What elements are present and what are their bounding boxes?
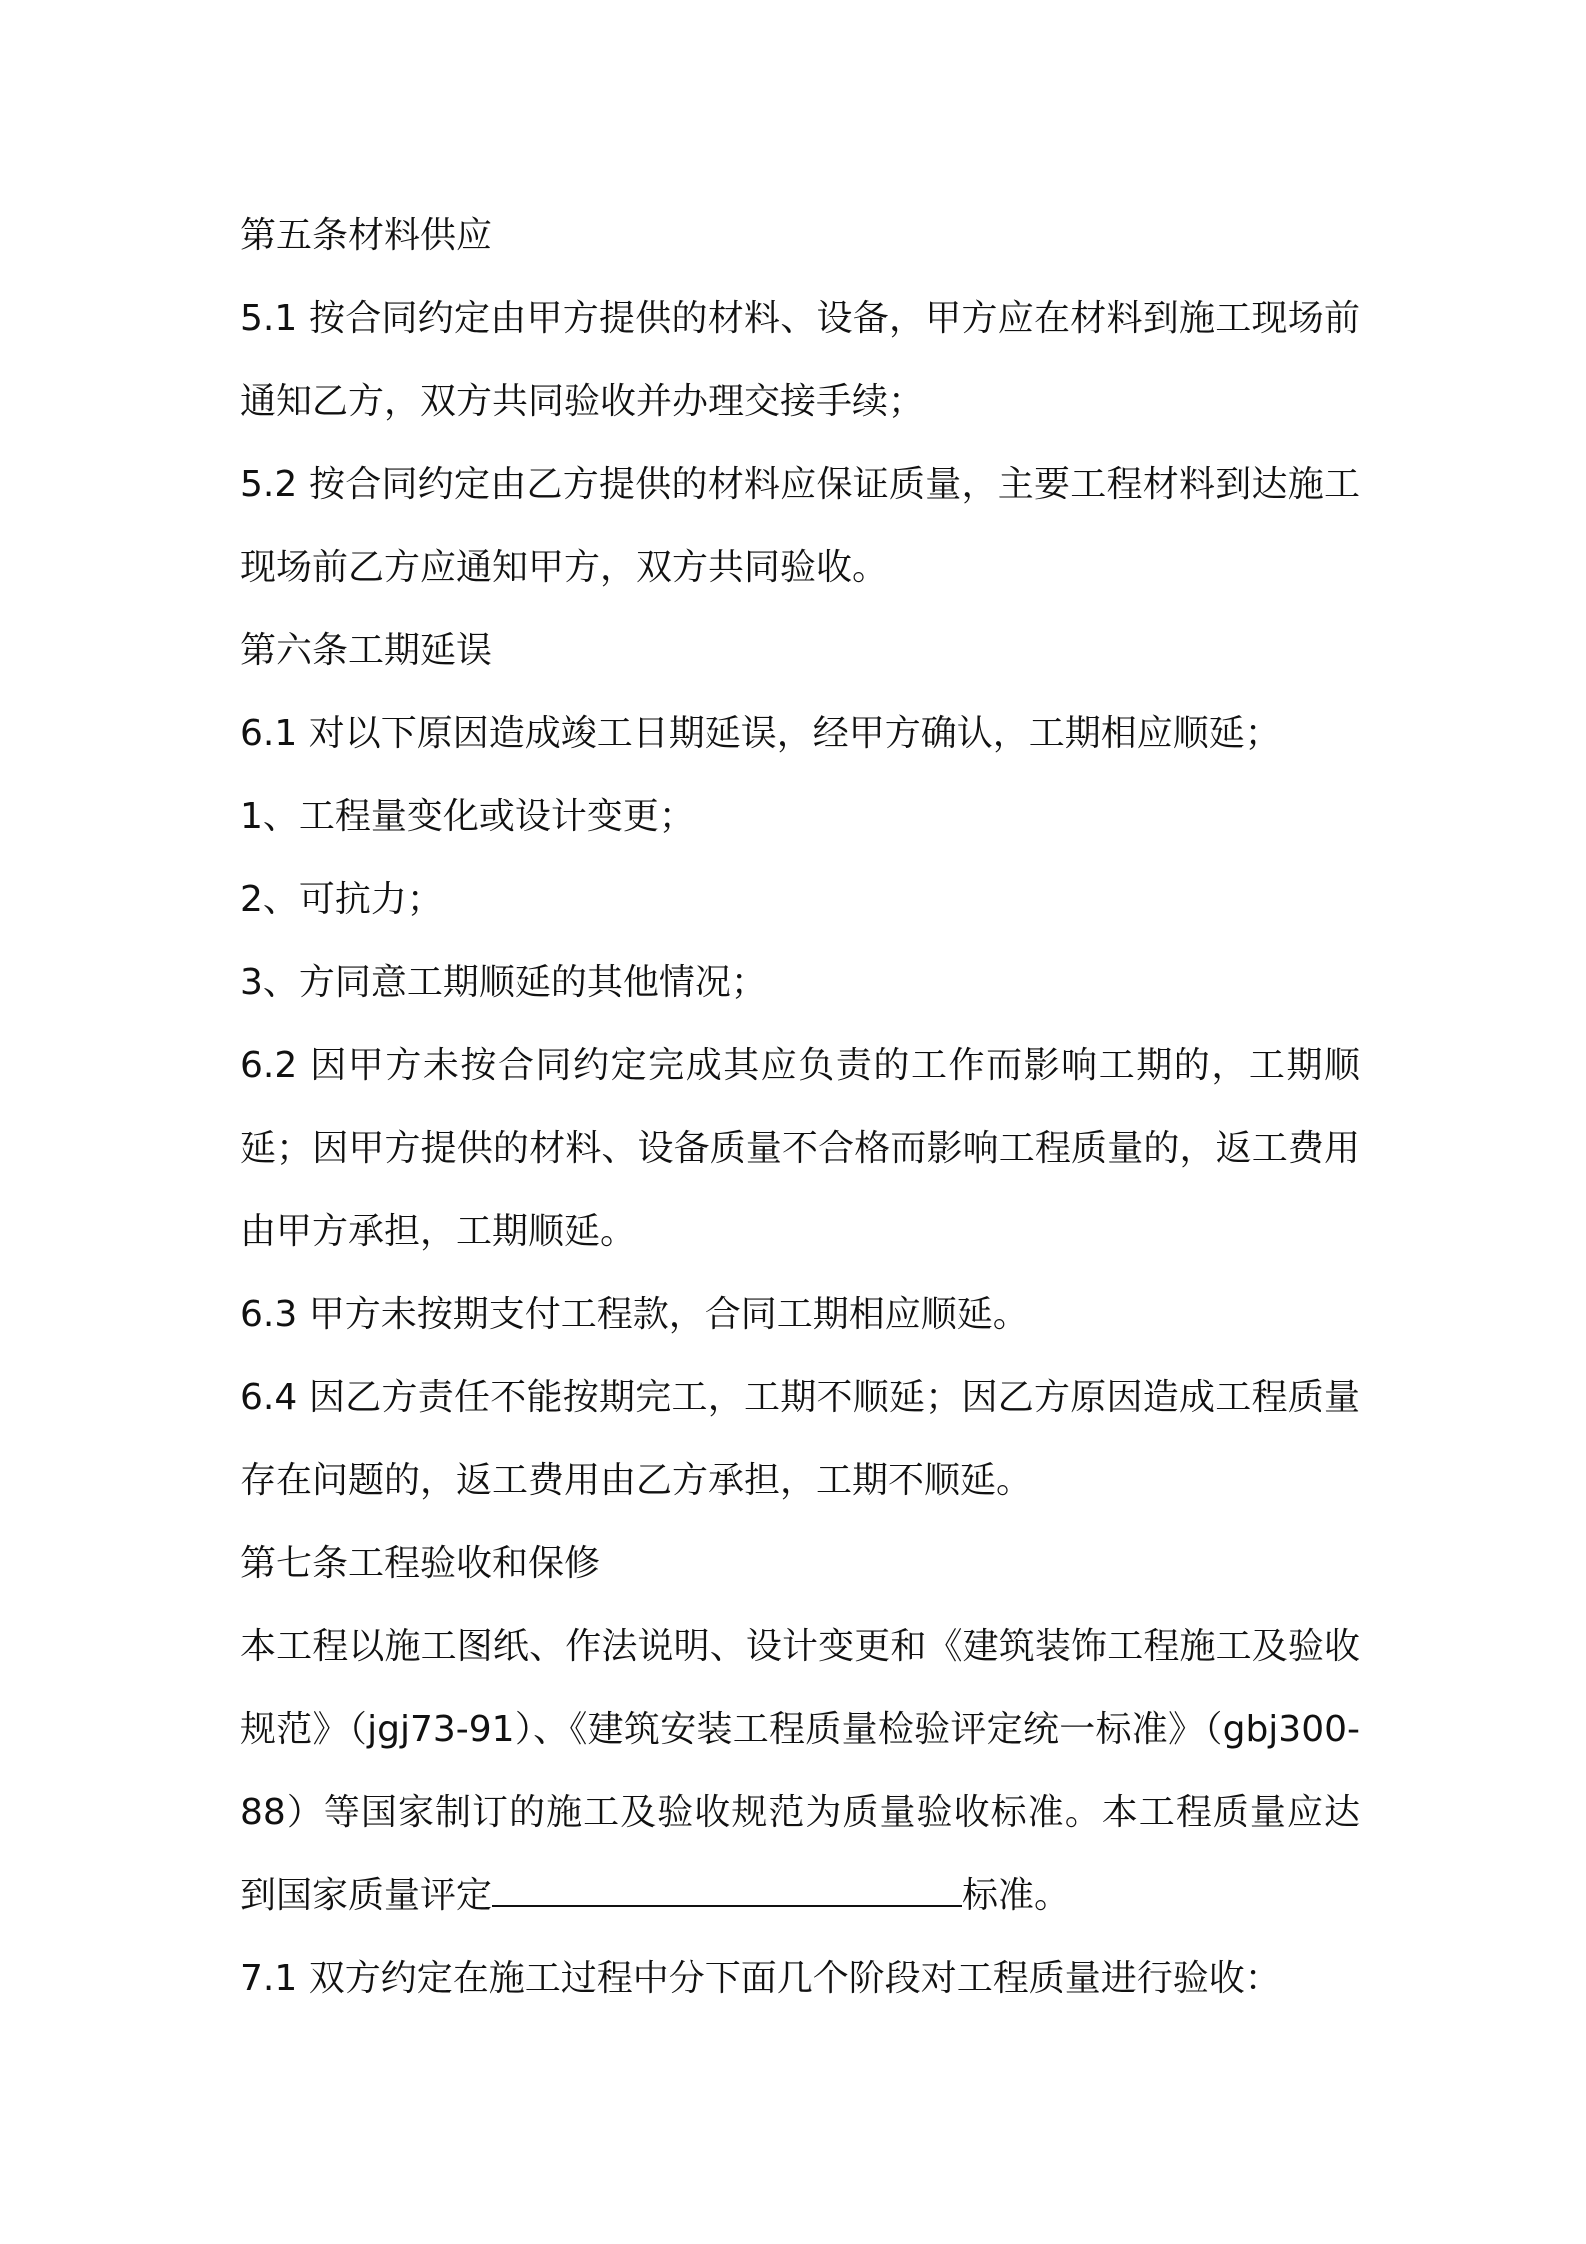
clause-6-1: 6.1 对以下原因造成竣工日期延误，经甲方确认，工期相应顺延； <box>240 713 1281 754</box>
clause-6-4: 6.4 因乙方责任不能按期完工，工期不顺延；因乙方原因造成工程质量存在问题的，返工费用由乙方承担，工期不顺延。 <box>240 1377 1360 1501</box>
clause-6-2: 6.2 因甲方未按合同约定完成其应负责的工作而影响工期的，工期顺延；因甲方提供的材料、设备质量不合格而影响工程质量的，返工费用由甲方承担，工期顺延。 <box>240 1045 1360 1252</box>
section-7-intro <box>240 1605 1360 1937</box>
quality-grade-blank <box>492 1875 962 1907</box>
clause-5-1: 5.1 按合同约定由甲方提供的材料、设备，甲方应在材料到施工现场前通知乙方，双方共同验收并办理交接手续； <box>240 298 1360 422</box>
clause-6-3: 6.3 甲方未按期支付工程款，合同工期相应顺延。 <box>240 1294 1029 1335</box>
list-item-2: 2、可抗力； <box>240 879 443 920</box>
list-item-3: 3、方同意工期顺延的其他情况； <box>240 962 767 1003</box>
section-7-intro-suffix: 标准。 <box>962 1875 1071 1916</box>
document-body <box>240 194 1360 2020</box>
clause-5-2: 5.2 按合同约定由乙方提供的材料应保证质量，主要工程材料到达施工现场前乙方应通知甲方，双方共同验收。 <box>240 464 1360 588</box>
section-7-intro-text: 本工程以施工图纸、作法说明、设计变更和《建筑装饰工程施工及验收规范》（jgj73-91）、《建筑安装工程质量检验评定统一标准》（gbj300-88）等国家制订的施工及验收规范为质量验收标准。本工程质量应达到国家质量评定 <box>240 1626 1360 1916</box>
list-item-1: 1、工程量变化或设计变更； <box>240 796 695 837</box>
clause-7-1: 7.1 双方约定在施工过程中分下面几个阶段对工程质量进行验收： <box>240 1958 1281 1999</box>
section-5-heading: 第五条材料供应 <box>240 215 493 256</box>
section-7-heading: 第七条工程验收和保修 <box>240 1543 601 1584</box>
section-6-heading: 第六条工期延误 <box>240 630 493 671</box>
